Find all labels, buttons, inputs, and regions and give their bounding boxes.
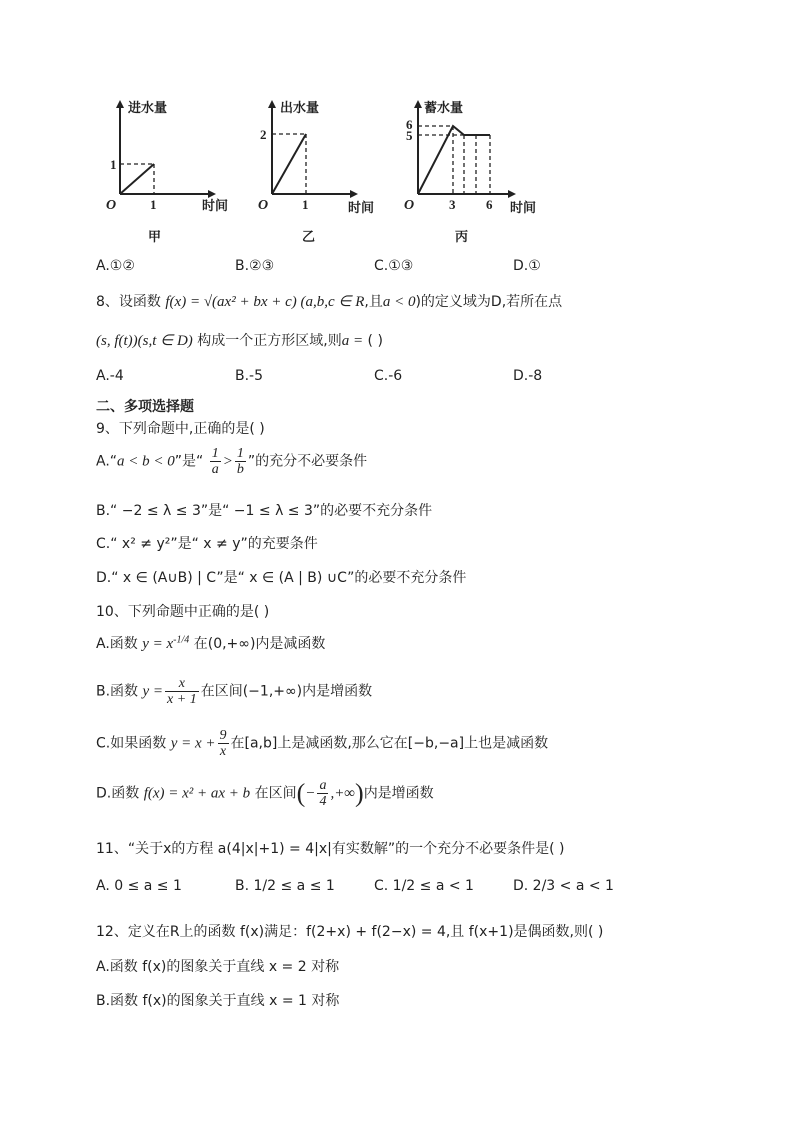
q9-a-frac1: $\frac{1}{a}$ xyxy=(211,446,219,477)
q10-stem: 10、下列命题中正确的是( ) xyxy=(96,604,270,620)
graph-storage-caption: 丙 xyxy=(455,230,469,245)
graph-inflow-ytick: 1 xyxy=(110,157,117,172)
graph-outflow-xtick: 1 xyxy=(302,197,309,212)
q8-condition-sep: ,且 xyxy=(364,294,383,310)
q10-d-suffix: 内是增函数 xyxy=(363,785,434,802)
q9-a-mid: ”是“ xyxy=(174,453,204,470)
q10-a-suffix: 在(0,+∞)内是减函数 xyxy=(193,636,326,652)
graph-outflow-xlabel: 时间 xyxy=(348,201,375,216)
q9-option-c[interactable]: C.“ x² ≠ y²”是“ x ≠ y”的充要条件 xyxy=(96,536,318,552)
q9-option-a[interactable]: A.“a < b < 0”是“ $\frac{1}{a}$ > $\frac{1}{b}$ ”的充分不必要条件 xyxy=(96,446,368,477)
q9-a-frac2: $\frac{1}{b}$ xyxy=(236,446,244,477)
graph-inflow-origin: O xyxy=(106,198,117,213)
q10-option-d[interactable]: D.函数 f(x) = x² + ax + b 在区间(− $\frac{a}{4}$ ,+∞)内是增函数 xyxy=(96,778,434,809)
q10-d-mid: 在区间 xyxy=(254,785,297,802)
graph-inflow xyxy=(98,92,238,222)
q8-options xyxy=(96,368,716,384)
graph-outflow-ylabel: 出水量 xyxy=(280,101,320,116)
graph-storage-ytick-5: 5 xyxy=(406,128,413,143)
q11-option-b[interactable]: B. 1/2 ≤ a ≤ 1 xyxy=(235,878,335,894)
q9-option-b[interactable]: B.“ −2 ≤ λ ≤ 3”是“ −1 ≤ λ ≤ 3”的必要不充分条件 xyxy=(96,503,433,519)
q7-option-b[interactable]: B.②③ xyxy=(235,258,275,274)
q8-blank: ( ) xyxy=(367,333,383,349)
graph-outflow-caption: 乙 xyxy=(302,230,316,245)
q7-option-d[interactable]: D.① xyxy=(513,258,541,274)
q8-answer-var: a = xyxy=(341,333,364,349)
q7-option-c[interactable]: C.①③ xyxy=(374,258,414,274)
q11-options xyxy=(96,878,716,894)
graph-storage-ylabel: 蓄水量 xyxy=(424,101,464,116)
q9-a-math: a < b < 0 xyxy=(117,453,175,470)
q9-stem: 9、下列命题中,正确的是( ) xyxy=(96,421,265,437)
q10-c-frac: $\frac{9}{x}$ xyxy=(219,728,227,759)
graph-storage xyxy=(396,92,556,222)
q10-a-exponent: -1/4 xyxy=(173,634,190,646)
q7-options xyxy=(96,258,716,274)
q10-c-suffix: 在[a,b]上是减函数,那么它在[−b,−a]上也是减函数 xyxy=(230,735,549,752)
q8-domain-text: )的定义域为D,若所在点 xyxy=(415,294,563,310)
section-multiple-choice: 二、多项选择题 xyxy=(96,399,194,415)
q10-c-prefix: C.如果函数 xyxy=(96,735,167,752)
q8-option-b[interactable]: B.-5 xyxy=(235,368,264,384)
graph-storage-origin: O xyxy=(404,198,415,213)
q8-function: f(x) = √(ax² + bx + c) (a,b,c ∈ R xyxy=(165,294,365,310)
graph-outflow-ytick: 2 xyxy=(260,127,267,142)
graph-storage-ytick-6: 6 xyxy=(406,117,413,132)
q11-option-d[interactable]: D. 2/3 < a < 1 xyxy=(513,878,614,894)
q11-option-c[interactable]: C. 1/2 ≤ a < 1 xyxy=(374,878,474,894)
q10-b-suffix: 在区间(−1,+∞)内是增函数 xyxy=(200,683,373,700)
q8-option-c[interactable]: C.-6 xyxy=(374,368,403,384)
q9-option-d[interactable]: D.“ x ∈ (A∪B) | C”是“ x ∈ (A | B) ∪C”的必要不充分条件 xyxy=(96,570,467,586)
graph-storage-xtick-6: 6 xyxy=(486,197,493,212)
q12-option-b[interactable]: B.函数 f(x)的图象关于直线 x = 1 对称 xyxy=(96,993,340,1009)
graph-outflow-origin: O xyxy=(258,198,269,213)
graph-inflow-xtick: 1 xyxy=(150,197,157,212)
q10-option-c[interactable] xyxy=(96,728,548,759)
q10-b-math: y = xyxy=(142,683,164,700)
graph-inflow-caption: 甲 xyxy=(148,230,162,245)
q9-a-suffix: ”的充分不必要条件 xyxy=(247,453,368,470)
q10-b-prefix: B.函数 xyxy=(96,683,139,700)
graph-outflow xyxy=(250,92,390,222)
q8-point: (s, f(t))(s,t ∈ D) xyxy=(96,333,193,349)
q8-option-d[interactable]: D.-8 xyxy=(513,368,543,384)
q10-a-math: y = x xyxy=(142,636,174,652)
q12-option-a[interactable]: A.函数 f(x)的图象关于直线 x = 2 对称 xyxy=(96,959,340,975)
graph-storage-xlabel: 时间 xyxy=(510,201,537,216)
q8-line1 xyxy=(96,291,562,311)
q10-option-a[interactable] xyxy=(96,633,325,653)
q8-condition: a < 0 xyxy=(382,294,416,310)
q8-line2 xyxy=(96,330,383,350)
graph-inflow-ylabel: 进水量 xyxy=(128,101,168,116)
q8-option-a[interactable]: A.-4 xyxy=(96,368,124,384)
q12-stem: 12、定义在R上的函数 f(x)满足：f(2+x) + f(2−x) = 4,且 f(x+1)是偶函数,则( ) xyxy=(96,924,604,940)
q9-a-prefix: A.“ xyxy=(96,453,118,470)
q7-option-a[interactable]: A.①② xyxy=(96,258,135,274)
q10-d-prefix: D.函数 xyxy=(96,785,140,802)
q8-region-text: 构成一个正方形区域,则 xyxy=(197,333,342,349)
q11-stem: 11、“关于x的方程 a(4|x|+1) = 4|x|有实数解”的一个充分不必要条件是( ) xyxy=(96,841,565,857)
q8-number: 8、设函数 xyxy=(96,294,161,310)
q10-option-b[interactable] xyxy=(96,676,372,707)
q10-b-frac: $\frac{x}{x + 1}$ xyxy=(167,676,197,707)
q11-option-a[interactable]: A. 0 ≤ a ≤ 1 xyxy=(96,878,182,894)
q10-d-math: f(x) = x² + ax + b xyxy=(143,785,251,802)
q10-d-frac: $\frac{a}{4}$ xyxy=(319,778,327,809)
graph-inflow-xlabel: 时间 xyxy=(202,199,229,214)
q10-a-prefix: A.函数 xyxy=(96,636,138,652)
graph-storage-xtick-3: 3 xyxy=(449,197,456,212)
q10-c-math: y = x + xyxy=(170,735,216,752)
